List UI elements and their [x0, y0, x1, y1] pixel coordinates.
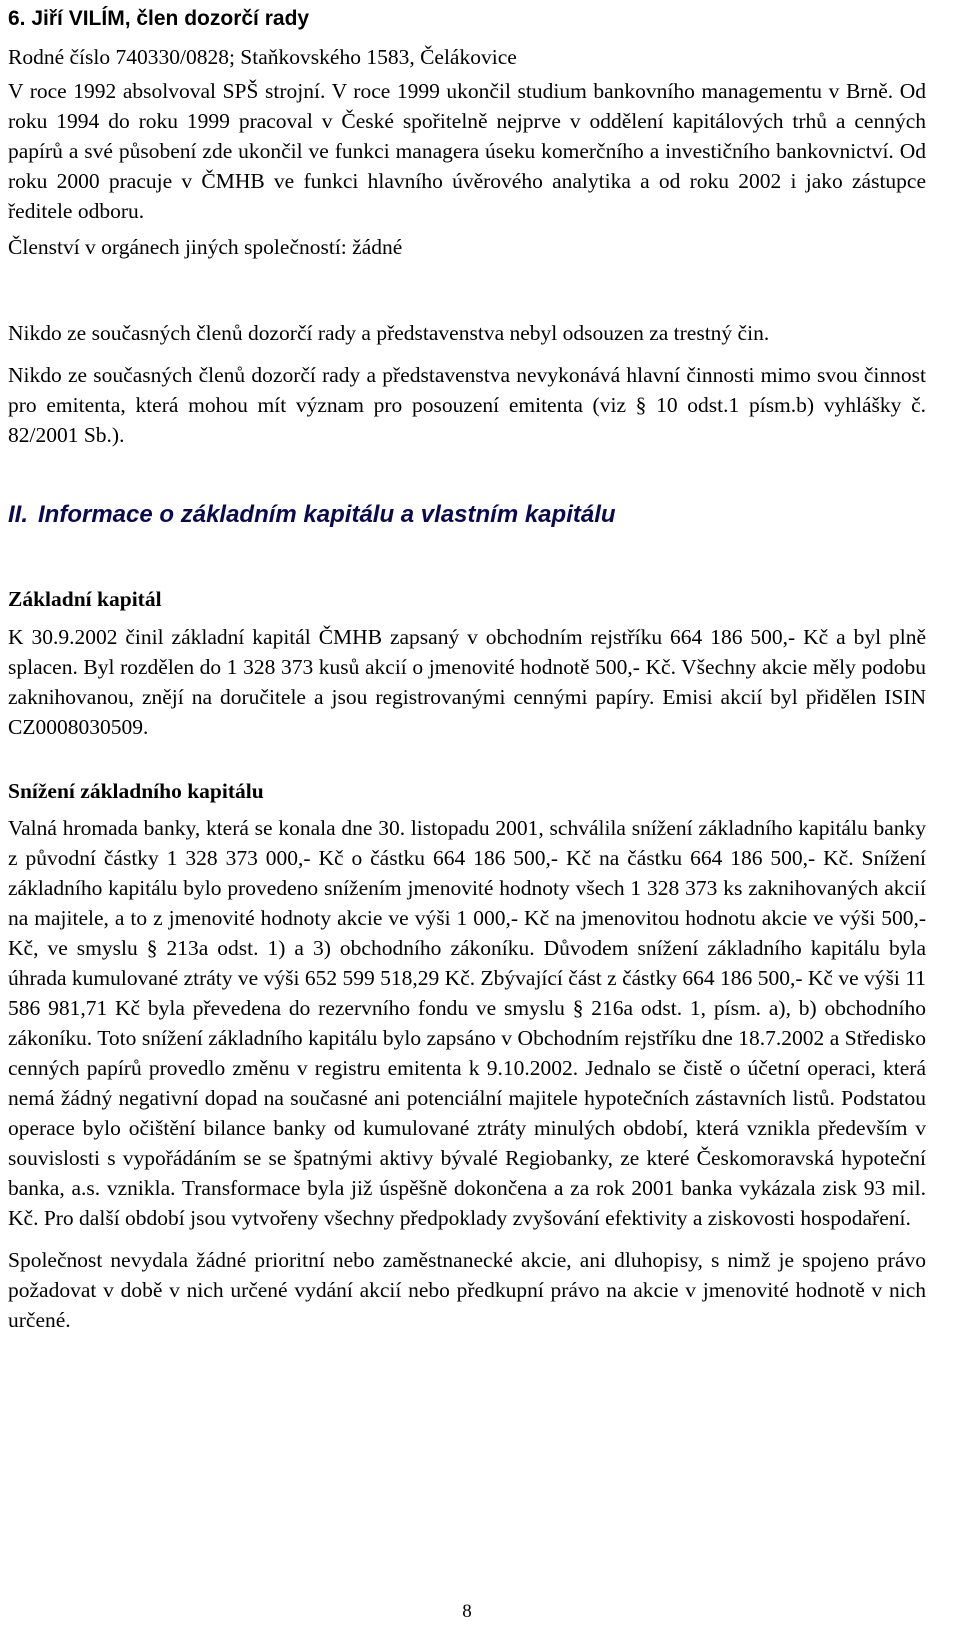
- member-bio-part1: V roce 1992 absolvoval SPŠ strojní. V roce 1999 ukončil studium bankovního managementu v Brně. Od roku 1994 do roku 1999 pracoval v České spořitelně nejprve v oddělení kapitálových trhů a cenných papírů a své působení zde ukončil ve funkci managera úseku komerčního a investičního bankovnictví.: [8, 79, 926, 163]
- member-heading: 6. Jiří VILÍM, člen dozorčí rady: [8, 7, 310, 30]
- statement-no-activity: Nikdo ze současných členů dozorčí rady a představenstva nevykonává hlavní činnosti mimo svou činnost pro emitenta, která mohou mít význam pro posouzení emitenta (viz § 10 odst.1 písm.b) vyhlášky č. 82/2001 Sb.).: [8, 363, 926, 447]
- member-id-line: Rodné číslo 740330/0828; Staňkovského 1583, Čelákovice: [8, 45, 517, 69]
- shares-note: Společnost nevydala žádné prioritní nebo zaměstnanecké akcie, ani dluhopisy, s nimž je spojeno právo požadovat v době v nich určené vydání akcií nebo předkupní právo na akcie v jmenovité hodnotě v nich určené.: [8, 1248, 926, 1332]
- member-block: [8, 42, 926, 262]
- page-number: 8: [462, 1601, 472, 1622]
- registered-capital-block: [8, 622, 926, 742]
- member-membership: Členství v orgánech jiných společností: žádné: [8, 235, 403, 259]
- statement-no-conviction: Nikdo ze současných členů dozorčí rady a představenstva nebyl odsouzen za trestný čin.: [8, 321, 770, 345]
- registered-capital-text: K 30.9.2002 činil základní kapitál ČMHB zapsaný v obchodním rejstříku 664 186 500,- Kč a byl plně splacen. Byl rozdělen do 1 328 373 kusů akcií o jmenovité hodnotě 500,- Kč. Všechny akcie měly podobu zaknihovanou, znějí na doručitele a jsou registrovanými cennými papíry. Emisi akcií byl přidělen ISIN CZ0008030509.: [8, 625, 926, 739]
- registered-capital-heading: Základní kapitál: [8, 587, 162, 611]
- capital-reduction-block: [8, 813, 926, 1335]
- capital-reduction-text: Valná hromada banky, která se konala dne 30. listopadu 2001, schválila snížení základního kapitálu banky z původní částky 1 328 373 000,- Kč o částku 664 186 500,- Kč na částku 664 186 500,- Kč. Snížení základního kapitálu bylo provedeno snížením jmenovité hodnoty všech 1 328 373 ks zaknihovaných akcií na majitele, a to z jmenovité hodnoty akcie ve výši 1 000,- Kč na jmenovitou hodnotu akcie ve výši 500,- Kč, ve smyslu § 213a odst. 1) a 3) obchodního zákoníku. Důvodem snížení základního kapitálu byla úhrada kumulované ztráty ve výši 652 599 518,29 Kč. Zbývající část z částky 664 186 500,- Kč ve výši 11 586 981,71 Kč byla převedena do rezervního fondu ve smyslu § 216a odst. 1, písm. a), b) obchodního zákoníku. Toto snížení základního kapitálu bylo zapsáno v Obchodním rejstříku dne 18.7.2002 a Středisko cenných papírů provedlo změnu v registru emitenta k 9.10.2002. Jednalo se čistě o účetní operaci, která nemá žádný negativní dopad na současné ani potenciální majitele hypotečních zástavních listů. Podstatou operace bylo očištění bilance banky od kumulované ztráty minulých období, která vznikla především v souvislosti s vypořádáním se se špatnými aktivy bývalé Regiobanky, ze které Českomoravská hypoteční banka, a.s. vznikla. Transformace byla již úspěšně dokončena a za rok 2001 banka vykázala zisk 93 mil. Kč. Pro další období jsou vytvořeny všechny předpoklady zvyšování efektivity a ziskovosti hospodaření.: [8, 816, 926, 1230]
- member-bio: [8, 76, 926, 226]
- section-number: II.: [8, 501, 29, 528]
- section-title: Informace o základním kapitálu a vlastním kapitálu: [38, 501, 616, 528]
- statements-block: [8, 318, 926, 450]
- member-bio-part2: Od roku 2000 pracuje v ČMHB ve funkci hlavního úvěrového analytika a od roku 2002 i jako zástupce ředitele odboru.: [8, 139, 927, 223]
- section-heading: [8, 500, 616, 530]
- capital-reduction-heading: Snížení základního kapitálu: [8, 779, 264, 803]
